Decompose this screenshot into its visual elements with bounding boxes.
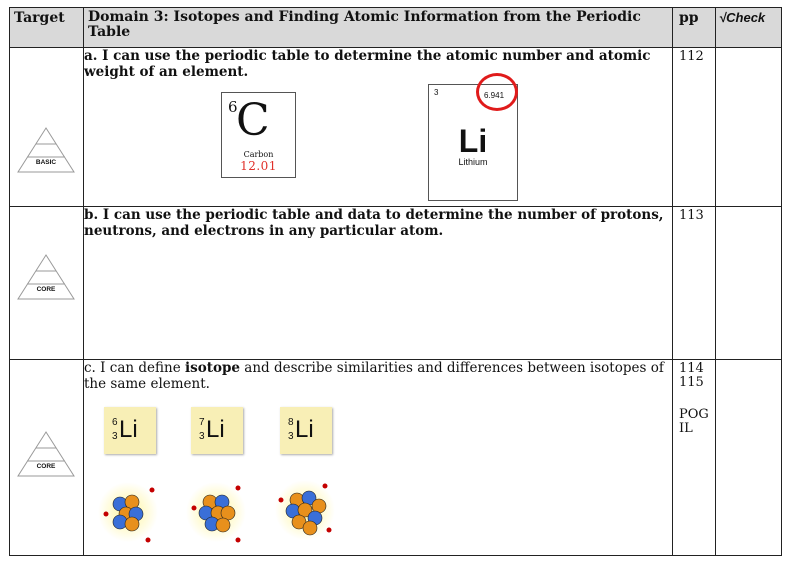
- target-cell-basic: [10, 48, 84, 207]
- pyramid-icon: [16, 126, 76, 174]
- atomic-weight: 6.941: [484, 91, 505, 100]
- check-cell[interactable]: [716, 48, 782, 207]
- page-ref: 115: [679, 375, 704, 390]
- statement-term: isotope: [184, 360, 240, 376]
- atomic-number: 3: [288, 431, 294, 442]
- check-cell[interactable]: [716, 360, 782, 556]
- lithium-6-nucleus-icon: [98, 478, 162, 548]
- page-ref: 112: [673, 48, 716, 207]
- mass-number: 7: [199, 417, 205, 428]
- highlight-circle-icon: [476, 73, 518, 111]
- isotope-card: [191, 407, 243, 454]
- element-name: Lithium: [458, 157, 488, 167]
- level-label: CORE: [36, 463, 56, 470]
- mass-number: 8: [288, 417, 294, 428]
- atomic-number: 3: [199, 431, 205, 442]
- element-name: Carbon: [243, 150, 274, 159]
- target-cell-core: [10, 207, 84, 360]
- carbon-element-tile: [221, 92, 296, 178]
- check-cell[interactable]: [716, 207, 782, 360]
- header-pp: pp: [673, 8, 716, 48]
- isotope-card: [280, 407, 332, 454]
- atomic-number: 3: [112, 431, 118, 442]
- lithium-8-nucleus-icon: [275, 478, 339, 548]
- pyramid-icon: [16, 430, 76, 478]
- learning-target-table: [9, 7, 782, 556]
- page-ref: IL: [679, 421, 693, 436]
- isotope-card: [104, 407, 156, 454]
- target-statement-c: [84, 360, 673, 556]
- table-row: [10, 207, 782, 360]
- page-ref: 113: [673, 207, 716, 360]
- element-symbol: Li: [119, 416, 138, 443]
- statement-text: c. I can define: [84, 360, 185, 376]
- target-statement-b: b. I can use the periodic table and data to determine the number of protons, neutrons, and electrons in any particular atom.: [84, 207, 673, 360]
- element-symbol: Li: [458, 123, 488, 159]
- element-symbol: C: [236, 95, 270, 146]
- target-cell-core: [10, 360, 84, 556]
- atomic-number: 6: [228, 98, 238, 116]
- header-domain: Domain 3: Isotopes and Finding Atomic Information from the Periodic Table: [84, 8, 673, 48]
- page-ref: POG: [679, 407, 709, 422]
- target-statement-a: a. I can use the periodic table to determine the atomic number and atomic weight of an element.: [84, 48, 673, 207]
- level-label: BASIC: [35, 159, 57, 166]
- table-row: [10, 48, 782, 207]
- statement-text: and describe similarities and differences between isotopes of the same element.: [84, 360, 664, 392]
- mass-number: 6: [112, 417, 118, 428]
- atomic-number: 3: [434, 88, 439, 97]
- atomic-weight: 12.01: [240, 159, 277, 173]
- element-symbol: Li: [295, 416, 314, 443]
- lithium-element-tile: [428, 84, 518, 201]
- header-target: Target: [10, 8, 84, 48]
- page-ref-list: [673, 360, 716, 556]
- pyramid-icon: [16, 253, 76, 301]
- lithium-7-nucleus-icon: [186, 478, 250, 548]
- level-label: CORE: [36, 286, 56, 293]
- header-check: √Check: [716, 8, 782, 48]
- page-ref: 114: [679, 361, 704, 376]
- element-symbol: Li: [206, 416, 225, 443]
